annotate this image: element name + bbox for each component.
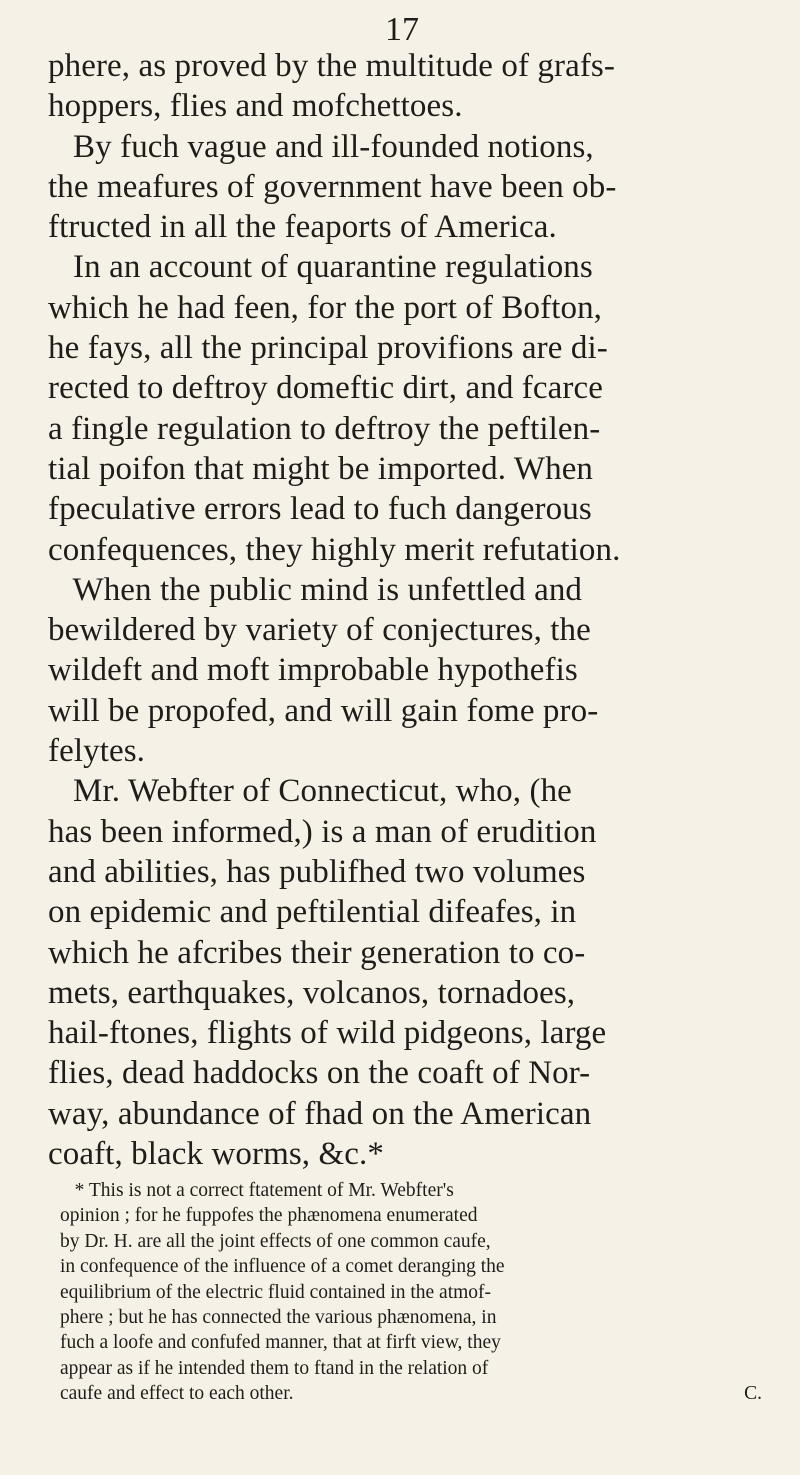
- footnote-line: equilibrium of the electric fluid contained in the atmof-: [60, 1281, 492, 1303]
- text-line: on epidemic and peftilential difeafes, in: [48, 894, 577, 931]
- footnote-line: by Dr. H. are all the joint effects of one common caufe,: [60, 1230, 491, 1252]
- text-line: way, abundance of fhad on the American: [48, 1095, 592, 1132]
- text-line: wildeft and moft improbable hypothefis: [48, 652, 578, 689]
- text-line: he fays, all the principal provifions are di-: [48, 330, 608, 367]
- text-line: By fuch vague and ill-founded notions,: [48, 128, 594, 165]
- text-line: mets, earthquakes, volcanos, tornadoes,: [48, 974, 576, 1011]
- text-line: the meafures of government have been ob-: [48, 168, 617, 205]
- footnote-line: appear as if he intended them to ftand in the relation of: [60, 1357, 489, 1379]
- text-line: hail-ftones, flights of wild pidgeons, large: [48, 1015, 607, 1052]
- text-line: hoppers, flies and mofchettoes.: [48, 88, 463, 125]
- text-line: coaft, black worms, &c.*: [48, 1136, 384, 1173]
- footnote-line: caufe and effect to each other.: [60, 1383, 294, 1405]
- text-line: rected to deftroy domeftic dirt, and fcarce: [48, 370, 603, 407]
- body-text: [48, 46, 768, 1174]
- text-line: which he had feen, for the port of Bofton,: [48, 289, 603, 326]
- footnote-signature: C.: [744, 1383, 762, 1405]
- text-line: bewildered by variety of conjectures, the: [48, 612, 591, 649]
- text-line: felytes.: [48, 733, 146, 770]
- footnote-line: fuch a loofe and confufed manner, that at firft view, they: [60, 1332, 501, 1354]
- page-number: 17: [385, 11, 419, 48]
- text-line: tial poifon that might be imported. When: [48, 450, 594, 487]
- text-line: fpeculative errors lead to fuch dangerous: [48, 491, 592, 528]
- footnote: [60, 1178, 770, 1407]
- text-line: will be propofed, and will gain fome pro-: [48, 692, 599, 729]
- footnote-line: opinion ; for he fuppofes the phænomena enumerated: [60, 1205, 478, 1227]
- text-line: which he afcribes their generation to co-: [48, 934, 586, 971]
- text-line: a fingle regulation to deftroy the peftilen-: [48, 410, 601, 447]
- text-line: When the public mind is unfettled and: [48, 571, 583, 608]
- text-line: ftructed in all the feaports of America.: [48, 209, 557, 246]
- text-line: confequences, they highly merit refutation.: [48, 531, 621, 568]
- text-line: phere, as proved by the multitude of grafs-: [48, 48, 615, 84]
- footnote-final-row: [60, 1381, 762, 1406]
- footnote-line: phere ; but he has connected the various phænomena, in: [60, 1307, 497, 1329]
- text-line: has been informed,) is a man of erudition: [48, 813, 597, 850]
- text-line: Mr. Webfter of Connecticut, who, (he: [48, 773, 572, 810]
- text-line: flies, dead haddocks on the coaft of Nor-: [48, 1055, 591, 1092]
- text-line: In an account of quarantine regulations: [48, 249, 593, 286]
- footnote-line: in confequence of the influence of a comet deranging the: [60, 1256, 505, 1278]
- footnote-line: * This is not a correct ftatement of Mr. Webfter's: [60, 1180, 454, 1201]
- text-line: and abilities, has publifhed two volumes: [48, 853, 586, 890]
